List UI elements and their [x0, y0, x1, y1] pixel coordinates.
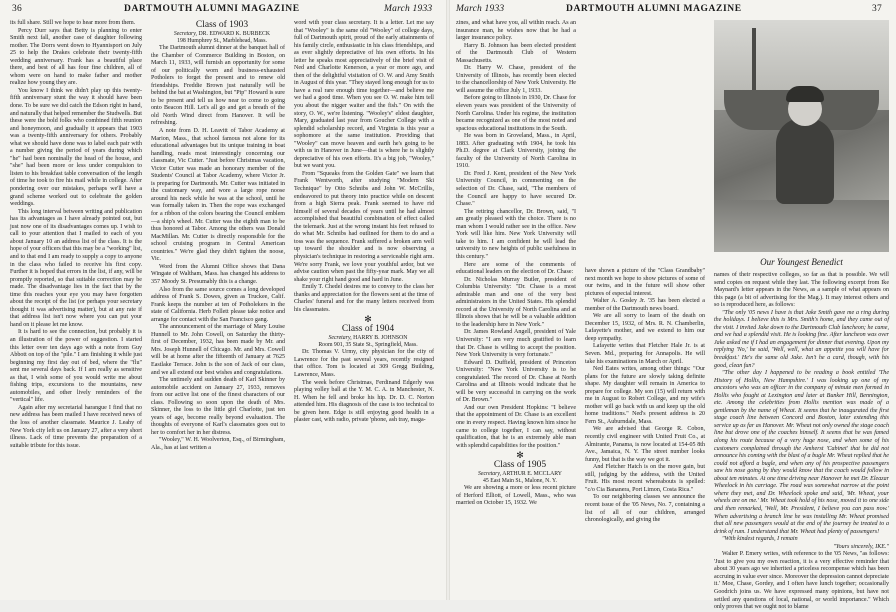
section-ornament: ✻	[364, 314, 372, 325]
paragraph: Here are some of the comments of educational leaders on the election of Dr. Chase:	[456, 261, 576, 276]
paragraph: We are all sorry to learn of the death on December 15, 1932, of Mrs. R. N. Chamberlin, Lafayette's mother, and we extend to him our deep sympathy.	[585, 313, 705, 342]
paragraph: Percy Durr says that Betty is planning to enter Smith next fall, another case of daughter following mother. The Dorrs went down to Hyannisport on July 25 to help the Drakes celebrate their twenty-fifth wedding anniversary. Frank has a beautiful place there, and best of all has four fine children, all of whom were on hand to make father and mother realize how young they are.	[10, 27, 142, 87]
paragraph: And Fletcher Hatch is on the move gain, but still, judging by the address, with the United Fruit. His most recent whereabouts is spelled: "c/o Cia Bananera, Port Limon, Costa Rica."	[585, 464, 705, 493]
secretary-text: 45 East Main St., Malone, N. Y.	[483, 478, 557, 485]
photo-caption: Our Youngest Benedict	[760, 257, 843, 267]
paragraph: From "Squeaks from the Golden Gate" we learn that Frank Wentworth, after studying "Modern Ski Technique" by Otto Schnibs and John W. McCrillis, endeavored to put theory into practice while on descent from a high Sierra peak. Frank seemed to have rid himself of several decades of years until he had almost accomplished that beautiful combination of effect called the telemark. Just at the wrong instant his feet refused to do what Mr. Schnibs had outlined for them to do and a toss was the sequence. Frank suffered a broken arm well up toward the shoulder and is now observing a physician's technique in restoring a serviceable right arm. We're sorry Frank, we love your youthful ardor, but we advise caution when past the fifty-year mark. May we all shake your right hand good and hard in June.	[294, 170, 434, 283]
paragraph: We are showing a more or less recent picture of Herford Elliott, of Lowell, Mass., who was married on October 15, 1932. We	[456, 485, 576, 507]
text-column	[294, 20, 434, 425]
secretary-text: DR. EDWARD K. BURBECK	[198, 31, 271, 37]
paragraph: It is hard to see the connection, but probably it is an illustration of the power of suggestion. I started this letter over ten days ago with a note from Guy Abbott on top of the "pile." I am finishing it while just beginning my first day out of bed, where the "flu" sent me several days back. If I am really as sensitive as that, I wish some of you would write me about fishing trips, excursions to the mountains, new automobiles, and other lively reminders of the "vertical" life.	[10, 329, 142, 404]
paragraph: The Dartmouth alumni dinner at the banquet hall of the Chamber of Commerce Building in Boston, on March 11, 1933, will furnish an opportunity for some of our politically worn and business-exhausted Potholers to forget the present and to renew old friendships. Freddie Brown just naturally will be behind the bat at Washington, but "Pip" Howard is sure to be present and tell us how near to come to going onto Beacon Hill. Let's all go and get a breath of the old North Wind direct from Hanover. It will be refreshing.	[151, 45, 285, 127]
text-column	[10, 20, 142, 450]
magazine-title: DARTMOUTH ALUMNI MAGAZINE	[124, 4, 300, 14]
paragraph: Dr. Nicholas Murray Butler, president of Columbia University: "Dr. Chase is a most admirable man and one of the very best administrators in the United States. His splendid record at the University of North Carolina and at Illinois shows that he will be a valuable addition to the leadership here in New York."	[456, 276, 576, 328]
paragraph: The untimely and sudden death of Karl Skinner by automobile accident on January 27, 1933, removes from our active list one of the finest characters of our class. Following so soon upon the death of Mrs. Skinner, the loss to the little girl Charlotte, just ten years of age, become really beyond evaluation. The thoughts of everyone of Karl's classmates goes out to her to comfort her in her distress.	[151, 377, 285, 436]
secretary-text: ARTHUR E. MCCLARY	[502, 471, 562, 478]
paragraph: This long interval between writing and publication has its advantages as I have already pointed out, but just now one of its disadvantages comes up. I wish to call to your attention that I mailed to each of you about January 10 an address list of the class. It is the hope of your officers that this may be a "working" list, and to that end I am ready to supply a copy to anyone in the class who failed to receive his first copy. Further it is hoped that errors in the list, if any, will be promptly reported, so that suitable correction may be made. The disadvantage lies in the fact that by the time this reaches your eye you may have forgotten about the receipt of the list (or perhaps your secretary thought it was advertising matter), but at any rate if that address list isn't now where you can put your hand on it please let me know.	[10, 208, 142, 328]
magazine-title: DARTMOUTH ALUMNI MAGAZINE	[566, 4, 742, 14]
secretary-text: Room 901, 35 State St., Springfield, Mass.	[318, 342, 418, 349]
text-column	[585, 268, 705, 525]
right-page	[448, 0, 896, 611]
paragraph: "The other day I happened to be reading a book entitled 'The History of Hollis, New Hampshire.' I was looking up one of my ancestors who was an officer in the company of minute men formed in Hollis who fought at Lexington and later at Bunker Hill, Bennington, etc. Among the celebrities from Hollis mention was made of a gentleman by the name of Wheat. It seems that he inaugurated the first stage coach line between Concord and Boston, later extending this service up as far as Hanover. Mr. Wheat not only owned the stage coach line but drove one of the coaches himself. It seems that he was famed along his route because of a very huge nose, and when some of his customers complained through the Amherst 'Cabinet' that he did not announce his coming with the blast of a bugle Mr. Wheat replied that he could not afford a bugle, and when any of his prospective passengers saw his nose going by they would know that the coach would follow in about ten minutes. At one time driving near Hanover he met Dr. Eleazar Wheelock in his carriage. The road was somewhat narrow at the point where they met, and Dr. Wheelock spoke and said, 'Mr. Wheat, your wheels are on me.' Mr. Wheat took hold of his nose, moved it to one side and then remarked, 'Well, Mr. President, I believe you can pass now.' When advertising a branch line he was installing Mr. Wheat promised that all new passengers would at the end of the journey be treated to a drink of rum. I understand that Mr. Wheat had plenty of passengers!	[714, 370, 889, 535]
paragraph: Dr. Thomas V. Urmy, city physician for the city of Lawrence for the past several years, recently resigned that office. Tom is located at 309 Gregg Building, Lawrence, Mass.	[294, 349, 434, 378]
photo-figure-cap	[786, 86, 824, 102]
paragraph: The retiring chancellor, Dr. Brown, said, "I am greatly pleased with the choice. There is no man whom I would rather see in the office. New York will like him. New York University will take to him. I am confident he will lead the university to new heights of public usefulness in this century."	[456, 208, 576, 260]
paragraph: A note from D. H. Leavitt of Tabor Academy at Marion, Mass., that school famous not alone for its educational advantages but its unique training in boat handling, reads most interestingly concerning our classmate, Vic Cutter. "Just before Christmas vacation, Victor Cutter was made an honorary member of the Students' Council at Tabor Academy, where Victor Jr. is preparing for Dartmouth. Mr. Cutter was initiated in the customary way, and wore a large rope noose around his neck while he was at the school, until he was formally taken in. Then the rope was exchanged for a ribbon of the colors bearing the Council emblem—a ship's wheel. Mr. Cutter was the eighth man to be thus honored at Tabor. Among the others was Donald MacMillan. Mr. Cutter is directly responsible for the school cruising program in Central American countries." We're glad they didn't tighten the noose, Vic.	[151, 128, 285, 263]
text-column	[151, 20, 285, 453]
paragraph: word with your class secretary. It is a letter. Let me say that "Wooley" is the same old "Wooley" of college days, full of Dartmouth spirit, proud of the early attainments of his family circle, enthusiastic in his class friendships, and as ever slightly depreciative of his own efforts. In his letter he speaks most appreciatively of the brief visit of Ned and Charlotte Kenerson, a year or more ago, and then of the delightful visitation of O. W. and Amy Smith in August of this year. "They stayed long enough for us to have a real rare enough time together—and believe me we had a good time. When you see O. W. make him tell you about the nigger waiter and the fish." On with the story, O. W., we're listening. "Wooley's" eldest daughter, Mary, graduated last year from Goucher College with a splendid scholarship record, and Virginia is this year a sophomore at the same institution. Providing that "Wooley" can move heaven and earth he's going to be with us in Hanover in June—that is where he is slightly depreciative of his own efforts. It's a big job, "Wooley," but we want you.	[294, 20, 434, 170]
paragraph: have shown a picture of the "Class Grandbaby" next month we hope to show pictures of some of our twins, and in the future will show other pictures of especial interest.	[585, 268, 705, 297]
secretary-line	[151, 38, 285, 45]
class-heading: Class of 1903	[195, 20, 249, 30]
paragraph: Again after my secretarial harangue I find that no new address has been mailed I have received news of the loss of another classmate. Maurice J. Leahy of New York city left us on January 27, after a very short illness. Lack of time prevents the preparation of a suitable tribute for this issue.	[10, 404, 142, 449]
secretary-label: Secretary,	[328, 335, 352, 342]
paragraph: "The only '05 news I have is that Jake Smith gave me a ring during the holidays. I believe this is Mrs. Smith's home, and they came out of the visit. I invited Jake down to the Dartmouth Club luncheon; he came, and we had a splendid visit. He is looking fine. After luncheon was over Jake asked me if I had an engagement for dinner that evening. Upon my replying 'No,' he said, 'Well, well, what an appetite you will have for breakfast.' He's the same old Jake. Isn't he a card, though, with his good, clean fun?	[714, 309, 889, 369]
paragraph: He was born in Groveland, Mass., in April, 1883. After graduating with 1904, he took his Ph.D. degree at Clark University, joining the faculty of the University of North Carolina in 1910.	[456, 133, 576, 170]
paragraph: Dr. James Rowland Angell, president of Yale University: "I am very much gratified to learn that Dr. Chase is willing to accept the position. New York University is very fortunate."	[456, 329, 576, 359]
secretary-label: Secretary,	[173, 31, 197, 37]
secretary-text: HARRY B. JOHNSON	[353, 335, 408, 342]
paragraph: Harry B. Johnson has been elected president of the Dartmouth Club of Western Massachusetts.	[456, 42, 576, 64]
paragraph: Edward D. Duffield, president of Princeton University: "New York University is to be congratulated. The record of Dr. Chase at North Carolina and at Illinois would indicate that he will be very successful in carrying on the work of Dr. Brown."	[456, 359, 576, 404]
class-heading: Class of 1904	[341, 324, 395, 335]
paragraph: The week before Christmas, Ferdinand Edgerly was playing volley ball at the Y. M. C. A. in Manchester, N. H. When he fell and broke his hip. Dr. D. C. Norton attended him. His diagnosis of the case is too technical to be given here. Edge is still enjoying good health in a plaster cast, with radio, private 'phone, ash tray, maga-	[294, 379, 434, 424]
paragraph: The announcement of the marriage of Mary Louise Hunnell to Mr. John Cowell, on Saturday the thirty-first of December, 1932, has been made by Mr. and Mrs. Joseph Hunnell of Chicago. Mr. and Mrs. Cowell will be at home after the fifteenth of January at 7625 Eastlake Terrace. John is the son of Jack of our class, and we all extend our best wishes and congratulations.	[151, 324, 285, 376]
issue-date: March 1933	[456, 4, 505, 14]
secretary-line	[456, 478, 576, 485]
paragraph: names of their respective colleges, so far as that is possible. We will send copies on request while they last. The following excerpt from Ike Maynard's letter appears in the News, as a sample of what appears on this page (a bit of advertising for the Mag.). It may interest others and so is reproduced here, as follows:	[714, 272, 889, 309]
paragraph: Also from the same source comes a long developed address of Frank S. Dowes, given as Truckee, Calif. Frank keeps the number at ten of Potholekers in the state of California. Herb Follett please take notice and arrange for contact with the San Francisco gang.	[151, 286, 285, 323]
paragraph: Walter P. Emery writes, with reference to the '05 News, "as follows: 'Just to give you my own reaction, it is a very effective reminder that about 30 years ago we inherited a priceless recompense which has been accruing in value ever since. Moreover the depression cannot depreciate it.' Moe, Chase, Gordey, and I often have lunch together; occasionally Goodrich joins us. We have expressed many opinions, but have not settled any questions of local, national, or world importance." Which only proves that we ought not to blame	[714, 551, 889, 611]
paragraph: Before going to Illinois in 1930, Dr. Chase for eleven years was president of the University of North Carolina. Under his regime, the institution became recognized as one of the most noted and spacious educational institutions in the South.	[456, 95, 576, 132]
paragraph: "With kindest regards, I remain	[722, 536, 798, 543]
paragraph: Dr. Harry W. Chase, president of the University of Illinois, has recently been elected to the chancellorship of New York University. He will assume the office July 1, 1933.	[456, 65, 576, 94]
secretary-label: Secretary,	[478, 471, 502, 478]
section-ornament: ✻	[516, 450, 524, 461]
paragraph: Emily T. Chedel desires me to convey to the class her thanks and appreciation for the flowers sent at the time of Charles' funeral and for the many letters received from his classmates.	[294, 284, 434, 313]
paragraph: Lafayette writes that Fletcher Hale Jr. is at Seven. Md., preparing for Annapolis. He will take his examinations in March or April.	[585, 343, 705, 365]
secretary-line	[151, 31, 285, 38]
text-column	[714, 272, 889, 612]
paragraph: its full share. Still we hope to hear more from them.	[10, 20, 136, 26]
left-page	[0, 0, 448, 600]
photo-figure	[776, 118, 834, 204]
secretary-line	[456, 471, 576, 478]
paragraph: To our neighboring classes we announce the recent issue of the '05 News, No. 7, containing a list of all of our children, arranged chronologically, and giving the	[585, 494, 705, 524]
page-number: 36	[12, 4, 22, 14]
paragraph: Ned Eates writes, among other things: "Our plans for the future are slowly taking definite shape. My daughter will remain in America to prepare for college. My son (15) will return with me in August to Robert College, and my wife's mother will go back with us and keep up the old home traditions." Ned's present address is 20 Fern St., Auburndale, Mass.	[585, 366, 705, 425]
secretary-text: 198 Humphrey St., Marblehead, Mass.	[177, 38, 267, 44]
photo-mast	[752, 28, 756, 98]
paragraph: Dr. Fred J. Kent, president of the New York University Council, in commenting on the selection of Dr. Chase, said, "The members of the Council are happy to have secured Dr. Chase."	[456, 170, 576, 208]
paragraph: zines, and what have you, all within reach. As an insurance man, he wishes now that he had a larger insurance policy.	[456, 20, 576, 42]
paragraph: We are advised that George R. Cobon, recently civil engineer with United Fruit Co., at Almirante, Panama, is now located at 154-05 8th Ave., Jamaica, N. Y. The street number looks funny, but that is the way we got it.	[585, 426, 705, 463]
paragraph: You know I think we didn't play up this twenty-fifth anniversary stunt the way it should have been done. To be sure we did catch the Edson right in hand, and naturally that helped remember the Studwells. But these were the bold folks who combined fifth reunion and honeymoon, and gradually it appears that 1903 was a twenty-fifth anniversary for others. Probably what we should have done was to label each pair with a number giving the period of years during which "he" had been nominally the head of the house, and "she" had been more or less under compulsion to listen to his breakfast table conversation of the length of time he took to fire his mail while in college. After pondering over our mistakes, perhaps we'll have a grand scheme worked out to celebrate the golden weddings.	[10, 87, 142, 208]
photo-water	[714, 200, 889, 252]
paragraph: "Wooley," W. H. Woolverton, Esq., of Birmingham, Ala., has at last written a	[151, 437, 285, 451]
text-column	[456, 20, 576, 508]
class-heading: Class of 1905	[493, 460, 547, 471]
paragraph: Word from the Alumni Office shows that Dana Wingate of Waltham, Mass. has changed his address to 357 Moody St. Presumably this is a change.	[151, 263, 285, 285]
letter-signature: "Yours sincerely, IKE."	[833, 543, 889, 550]
benedict-photo	[714, 20, 889, 252]
page-number: 37	[872, 4, 882, 14]
paragraph: Walter A. Gosley Jr. '35 has been elected a member of the Dartmouth news board.	[585, 298, 705, 312]
issue-date: March 1933	[384, 4, 433, 14]
paragraph: And our own President Hopkins: "I believe that the appointment of Dr. Chase is an excellent one in every respect. Having known him since he came to college together, I can say, without qualification, that he is an extremely able man with splendid capabilities for the position."	[456, 404, 576, 449]
